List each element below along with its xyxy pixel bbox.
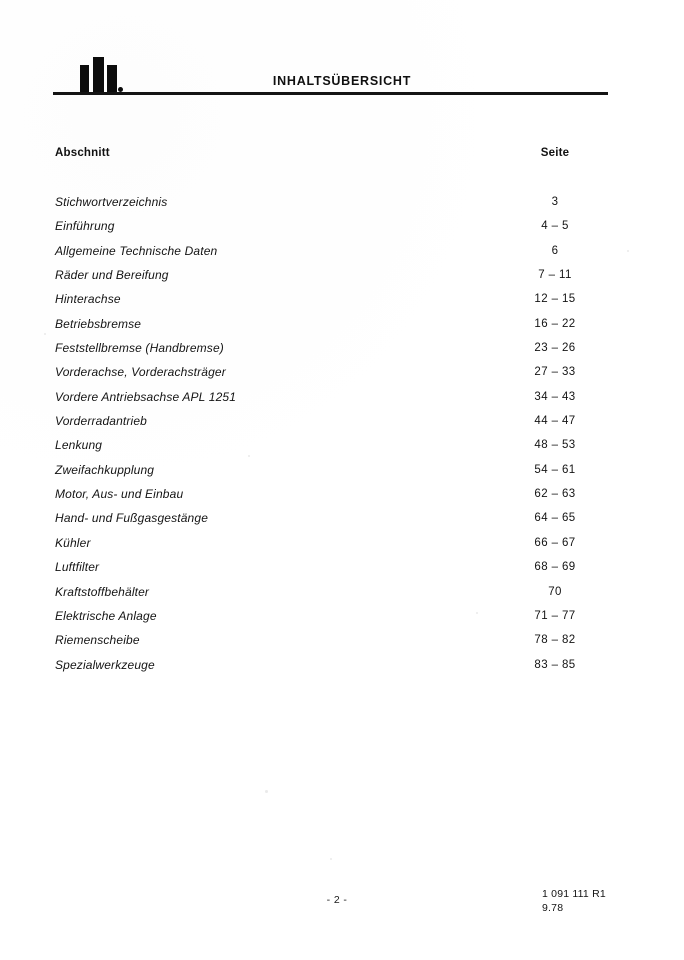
toc-entry-pages: 4 – 5 — [541, 220, 569, 233]
page-column-header: Seite — [540, 147, 570, 159]
toc-row[interactable] — [0, 365, 684, 389]
toc-entry-pages: 48 – 53 — [534, 439, 576, 452]
toc-row[interactable] — [0, 463, 684, 487]
toc-row[interactable] — [0, 390, 684, 414]
toc-entry-label: Vorderachse, Vorderachsträger — [55, 365, 226, 380]
column-headers — [0, 147, 684, 165]
toc-entry-label: Luftfilter — [55, 560, 100, 575]
toc-entry-label: Vordere Antriebsachse APL 1251 — [55, 389, 237, 404]
toc-entry-label: Kühler — [55, 535, 91, 550]
page-footer — [0, 888, 684, 928]
table-of-contents — [0, 195, 684, 682]
toc-entry-pages: 70 — [548, 585, 562, 598]
toc-row[interactable] — [0, 511, 684, 535]
toc-entry-label: Spezialwerkzeuge — [55, 657, 155, 672]
toc-entry-label: Motor, Aus- und Einbau — [55, 487, 184, 502]
toc-entry-pages: 23 – 26 — [534, 342, 576, 355]
toc-row[interactable] — [0, 487, 684, 511]
toc-entry-label: Einführung — [55, 219, 115, 234]
toc-row[interactable] — [0, 195, 684, 219]
toc-row[interactable] — [0, 292, 684, 316]
toc-row[interactable] — [0, 658, 684, 682]
toc-entry-pages: 83 – 85 — [534, 658, 576, 671]
toc-row[interactable] — [0, 585, 684, 609]
toc-row[interactable] — [0, 219, 684, 243]
toc-entry-pages: 6 — [551, 244, 559, 257]
toc-entry-label: Zweifachkupplung — [55, 462, 155, 477]
toc-entry-label: Räder und Bereifung — [55, 268, 169, 283]
toc-entry-pages: 62 – 63 — [534, 488, 576, 501]
page-header — [0, 0, 684, 110]
document-date: 9.78 — [542, 901, 564, 914]
toc-entry-pages: 71 – 77 — [534, 609, 576, 622]
toc-row[interactable] — [0, 536, 684, 560]
toc-entry-pages: 3 — [551, 196, 559, 208]
toc-row[interactable] — [0, 414, 684, 438]
section-column-header: Abschnitt — [55, 147, 110, 159]
toc-row[interactable] — [0, 438, 684, 462]
toc-entry-label: Feststellbremse (Handbremse) — [55, 341, 224, 356]
toc-row[interactable] — [0, 317, 684, 341]
toc-entry-pages: 64 – 65 — [534, 512, 576, 525]
toc-entry-label: Kraftstoffbehälter — [55, 584, 150, 599]
toc-row[interactable] — [0, 341, 684, 365]
toc-entry-pages: 68 – 69 — [534, 561, 576, 574]
toc-entry-label: Elektrische Anlage — [55, 608, 157, 623]
toc-row[interactable] — [0, 633, 684, 657]
toc-entry-pages: 7 – 11 — [538, 269, 572, 282]
toc-entry-label: Riemenscheibe — [55, 633, 140, 648]
toc-entry-label: Betriebsbremse — [55, 316, 142, 331]
toc-entry-label: Hinterachse — [55, 292, 121, 307]
toc-entry-label: Allgemeine Technische Daten — [55, 243, 218, 258]
toc-entry-label: Vorderradantrieb — [55, 414, 148, 429]
page-number: - 2 - — [326, 894, 348, 906]
toc-entry-pages: 54 – 61 — [534, 463, 576, 476]
toc-entry-pages: 16 – 22 — [534, 317, 576, 330]
document-number: 1 091 111 R1 — [542, 888, 606, 900]
document-code — [542, 888, 606, 915]
toc-row[interactable] — [0, 268, 684, 292]
toc-entry-pages: 34 – 43 — [534, 390, 576, 403]
toc-entry-pages: 12 – 15 — [534, 293, 576, 306]
toc-entry-pages: 66 – 67 — [534, 536, 576, 549]
toc-entry-label: Hand- und Fußgasgestänge — [55, 511, 209, 526]
toc-row[interactable] — [0, 244, 684, 268]
toc-entry-pages: 44 – 47 — [534, 415, 576, 428]
toc-entry-pages: 78 – 82 — [534, 634, 576, 647]
page-title: INHALTSÜBERSICHT — [272, 74, 412, 88]
toc-row[interactable] — [0, 560, 684, 584]
toc-entry-pages: 27 – 33 — [534, 366, 576, 379]
toc-row[interactable] — [0, 609, 684, 633]
header-rule — [53, 92, 608, 95]
scan-speck — [330, 858, 332, 860]
toc-entry-label: Lenkung — [55, 438, 103, 453]
scan-speck — [265, 790, 268, 793]
toc-entry-label: Stichwortverzeichnis — [55, 195, 168, 209]
